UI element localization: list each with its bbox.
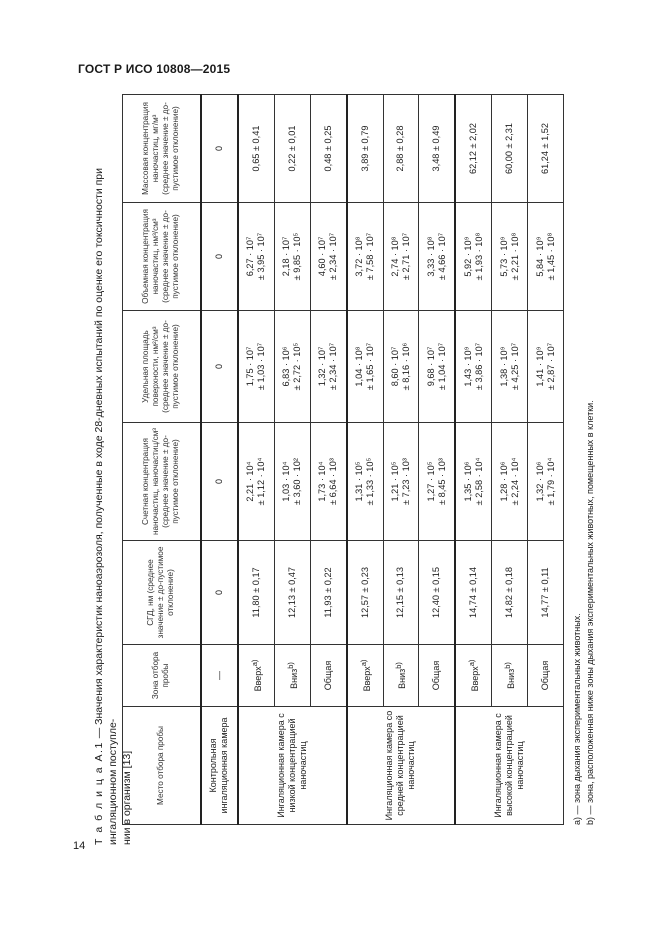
zone-cell: Вверх$^{a)}$ — [238, 645, 275, 707]
mass-cell: 61,24 ± 1,52 — [528, 95, 564, 203]
zone-cell: — — [201, 645, 238, 707]
count-cell: 1,27 · 10⁵ ± 8,45 · 10³ — [419, 423, 456, 541]
area-cell: 8,60 · 10⁷ ± 8,16 · 10⁶ — [383, 311, 419, 423]
area-cell: 1,04 · 10⁸ ± 1,65 · 10⁷ — [347, 311, 384, 423]
count-cell: 1,21 · 10⁵ ± 7,23 · 10³ — [383, 423, 419, 541]
volume-cell: 3,72 · 10⁸ ± 7,58 · 10⁷ — [347, 203, 384, 311]
volume-cell: 4,60 · 10⁷ ± 2,34 · 10⁷ — [310, 203, 347, 311]
sgd-cell: 12,40 ± 0,15 — [419, 541, 456, 645]
volume-cell: 2,74 · 10⁸ ± 2,71 · 10⁷ — [383, 203, 419, 311]
location-cell: Ингаляционная камера со средней концентрацией наночастиц — [347, 707, 456, 825]
header-zone: Зона отбора пробы — [123, 645, 201, 707]
mass-cell: 3,89 ± 0,79 — [347, 95, 384, 203]
count-cell: 2,21 · 10⁴ ± 1,12 · 10⁴ — [238, 423, 275, 541]
table-row — [347, 95, 384, 825]
count-cell: 0 — [201, 423, 238, 541]
area-cell: 0 — [201, 311, 238, 423]
sgd-cell: 0 — [201, 541, 238, 645]
zone-cell: Вниз$^{b)}$ — [274, 645, 310, 707]
mass-cell: 0,65 ± 0,41 — [238, 95, 275, 203]
sgd-cell: 12,15 ± 0,13 — [383, 541, 419, 645]
header-area: Удельная площадь поверхности, нм²/см³ (среднее значение ± до-пустимое отклонение) — [123, 311, 201, 423]
volume-cell: 0 — [201, 203, 238, 311]
mass-cell: 0,22 ± 0,01 — [274, 95, 310, 203]
location-cell: Контрольная ингаляционная камера — [201, 707, 238, 825]
sgd-cell: 11,80 ± 0,17 — [238, 541, 275, 645]
header-mass: Массовая концентрация наночастиц, мг/м³ (среднее значение ± до-пустимое отклонение) — [123, 95, 201, 203]
sgd-cell: 12,57 ± 0,23 — [347, 541, 384, 645]
header-location: Место отбора пробы — [123, 707, 201, 825]
mass-cell: 0,48 ± 0,25 — [310, 95, 347, 203]
volume-cell: 5,92 · 10⁹ ± 1,93 · 10⁸ — [455, 203, 492, 311]
caption-line2: нии в организм [13] — [121, 750, 133, 845]
zone-cell: Вниз$^{b)}$ — [492, 645, 528, 707]
area-cell: 9,68 · 10⁷ ± 1,04 · 10⁷ — [419, 311, 456, 423]
area-cell: 1,43 · 10⁹ ± 3,86 · 10⁷ — [455, 311, 492, 423]
count-cell: 1,73 · 10⁴ ± 6,64 · 10³ — [310, 423, 347, 541]
header-sgd: СГД, нм (среднее значение ± до-пустимое отклонение) — [123, 541, 201, 645]
zone-cell: Общая — [310, 645, 347, 707]
zone-cell: Вверх$^{a)}$ — [455, 645, 492, 707]
data-table — [122, 94, 564, 825]
zone-cell: Общая — [419, 645, 456, 707]
table-row — [238, 95, 275, 825]
footnote-a: a) — зона дыхания экспериментальных животных. — [572, 613, 582, 825]
mass-cell: 0 — [201, 95, 238, 203]
zone-cell: Вниз$^{b)}$ — [383, 645, 419, 707]
area-cell: 1,75 · 10⁷ ± 1,03 · 10⁷ — [238, 311, 275, 423]
header-count: Счетная концентрация наночастиц, наночастиц/см³ (среднее значение ± до-пустимое отклонение) — [123, 423, 201, 541]
area-cell: 1,41 · 10⁹ ± 2,87 · 10⁷ — [528, 311, 564, 423]
table-row — [455, 95, 492, 825]
volume-cell: 5,73 · 10⁹ ± 2,21 · 10⁸ — [492, 203, 528, 311]
sgd-cell: 14,82 ± 0,18 — [492, 541, 528, 645]
sgd-cell: 14,77 ± 0,11 — [528, 541, 564, 645]
zone-cell: Общая — [528, 645, 564, 707]
area-cell: 1,38 · 10⁹ ± 4,25 · 10⁷ — [492, 311, 528, 423]
area-cell: 1,32 · 10⁷ ± 2,34 · 10⁷ — [310, 311, 347, 423]
rotated-table-block — [92, 95, 612, 845]
zone-cell: Вверх$^{a)}$ — [347, 645, 384, 707]
mass-cell: 62,12 ± 2,02 — [455, 95, 492, 203]
footnote-b: b) — зона, расположенная ниже зоны дыхания экспериментальных животных, помещенных в клетки. — [585, 400, 595, 825]
caption-lead: Т а б л и ц а А.1 — [93, 741, 105, 845]
sgd-cell: 14,74 ± 0,14 — [455, 541, 492, 645]
area-cell: 6,83 · 10⁶ ± 2,72 · 10⁵ — [274, 311, 310, 423]
page-number: 14 — [73, 840, 86, 852]
count-cell: 1,32 · 10⁶ ± 1,79 · 10⁴ — [528, 423, 564, 541]
count-cell: 1,31 · 10⁵ ± 1,33 · 10⁵ — [347, 423, 384, 541]
table-row — [201, 95, 238, 825]
sgd-cell: 12,13 ± 0,47 — [274, 541, 310, 645]
standard-header: ГОСТ Р ИСО 10808—2015 — [78, 62, 231, 76]
volume-cell: 6,27 · 10⁷ ± 3,95 · 10⁷ — [238, 203, 275, 311]
sgd-cell: 11,93 ± 0,22 — [310, 541, 347, 645]
mass-cell: 2,88 ± 0,28 — [383, 95, 419, 203]
header-volume: Объемная концентрация наночастиц, нм³/см³ (среднее значение ± до-пустимое отклонение) — [123, 203, 201, 311]
location-cell: Ингаляционная камера с низкой концентрацией наночастиц — [238, 707, 347, 825]
caption-line1: — Значения характеристик наноаэрозоля, полученные в ходе 28-дневных испытаний по оценке его токсичности при ингаляционном поступле- — [93, 167, 119, 845]
volume-cell: 5,84 · 10⁹ ± 1,45 · 10⁸ — [528, 203, 564, 311]
mass-cell: 60,00 ± 2,31 — [492, 95, 528, 203]
count-cell: 1,03 · 10⁴ ± 3,60 · 10² — [274, 423, 310, 541]
location-cell: Ингаляционная камера с высокой концентрацией наночастиц — [455, 707, 563, 825]
count-cell: 1,35 · 10⁶ ± 2,58 · 10⁴ — [455, 423, 492, 541]
volume-cell: 3,33 · 10⁸ ± 4,66 · 10⁷ — [419, 203, 456, 311]
volume-cell: 2,18 · 10⁷ ± 9,85 · 10⁵ — [274, 203, 310, 311]
mass-cell: 3,48 ± 0,49 — [419, 95, 456, 203]
count-cell: 1,28 · 10⁶ ± 2,24 · 10⁴ — [492, 423, 528, 541]
